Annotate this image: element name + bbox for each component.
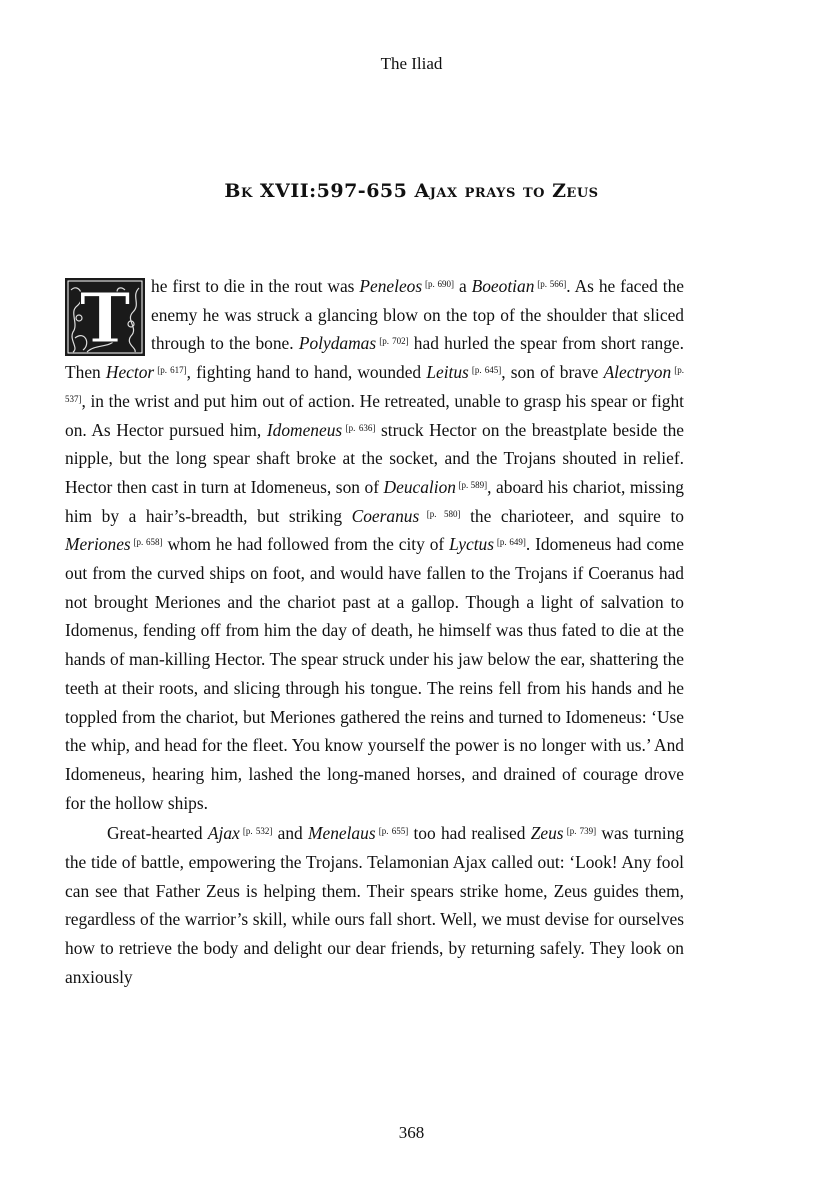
person-name: Coeranus	[351, 505, 420, 526]
page-reference: [p. 636]	[342, 422, 376, 433]
person-name: Zeus	[530, 823, 564, 844]
person-name: Boeotian	[471, 276, 535, 296]
text-run: , in the wrist and put him out of action. He retreated, unable to grasp his spear or fight on. As Hector pursued him,	[65, 390, 684, 440]
text-run: . As he faced the enemy he was struck a glancing blow on the top of the shoulder that sliced through to the bone.	[151, 276, 684, 354]
person-name: Hector	[105, 362, 155, 383]
text-run: struck Hector on the breastplate beside the nipple, but the long spear shaft broke at the socket, and the Trojans shouted in relief. Hector then cast in turn at Idomeneus, son of	[65, 419, 684, 497]
text-run: , aboard his chariot, missing him by a hair’s-breadth, but striking	[65, 476, 685, 526]
page-reference: [p. 537]	[65, 365, 684, 404]
paragraph-2-text	[65, 823, 684, 987]
text-run: whom he had followed from the city of	[162, 534, 450, 555]
page-reference: [p. 739]	[563, 826, 597, 837]
page-reference: [p. 589]	[456, 479, 488, 490]
page-reference: [p. 649]	[494, 537, 526, 548]
page-reference: [p. 566]	[534, 279, 567, 289]
page-reference: [p. 658]	[130, 537, 163, 548]
person-name: Leitus	[426, 362, 469, 383]
person-name: Ajax	[207, 823, 240, 844]
page-reference: [p. 645]	[468, 365, 502, 376]
person-name: Peneleos	[359, 276, 423, 296]
page-reference: [p. 580]	[419, 508, 461, 519]
person-name: Meriones	[65, 534, 131, 555]
text-run: and	[272, 823, 308, 844]
person-name: Polydamas	[298, 333, 377, 354]
text-run: too had realised	[408, 823, 531, 844]
person-name: Idomeneus	[266, 419, 343, 440]
text-run: . Idomeneus had come out from the curved ships on foot, and would have fallen to the Trojans if Coeranus had not brought Meriones and the chariot past at a gallop. Though a light of salvation to Idomenus, fending off from him the day of death, he himself was thus fated to die at the hands of man-killing Hector. The spear struck under his jaw below the ear, shattering the teeth at their roots, and slicing through his tongue. The reins fell from his hands and he toppled from the chariot, but Meriones gathered the reins and turned to Idomeneus: ‘Use the whip, and head for the fleet. You know yourself the power is no longer with us.’ And Idomeneus, hearing him, lashed the long-maned horses, and drained of courage drove for the hollow ships.	[65, 534, 685, 813]
paragraph-1	[65, 272, 684, 817]
paragraph-2	[65, 819, 684, 991]
text-run: had hurled the spear from short range. Then	[65, 333, 684, 383]
paragraph-1-text	[65, 276, 684, 813]
text-run: the charioteer, and squire to	[460, 505, 684, 526]
text-run: a	[454, 276, 472, 296]
page-number: 368	[398, 1123, 425, 1142]
page-reference: [p. 532]	[239, 826, 273, 837]
person-name: Lyctus	[449, 534, 495, 555]
drop-cap-glyph: T	[79, 279, 131, 356]
page-reference: [p. 655]	[375, 826, 409, 837]
text-run: , fighting hand to hand, wounded	[186, 362, 427, 383]
page-reference: [p. 617]	[154, 365, 187, 376]
text-run: Great-hearted	[107, 823, 208, 844]
chapter-title: Bk XVII:597-655 Ajax prays to Zeus	[224, 180, 599, 202]
body-text	[65, 272, 684, 992]
text-run: he first to die in the rout was	[151, 276, 360, 296]
text-run: , son of brave	[501, 362, 604, 383]
person-name: Menelaus	[307, 823, 376, 844]
page-reference: [p. 690]	[422, 279, 455, 289]
text-run: was turning the tide of battle, empowering the Trojans. Telamonian Ajax called out: ‘Look! Any fool can see that Father Zeus is helping them. Their spears strike home, Zeus guides them, regardless of the warrior’s skill, while ours fall short. Well, we must devise for ourselves how to retrieve the body and delight our dear friends, by returning safely. They look on anxiously	[65, 823, 684, 987]
person-name: Deucalion	[383, 476, 456, 497]
running-header: The Iliad	[380, 54, 443, 73]
person-name: Alectryon	[603, 362, 672, 383]
page-reference: [p. 702]	[376, 336, 409, 347]
drop-cap-letter	[65, 278, 145, 356]
